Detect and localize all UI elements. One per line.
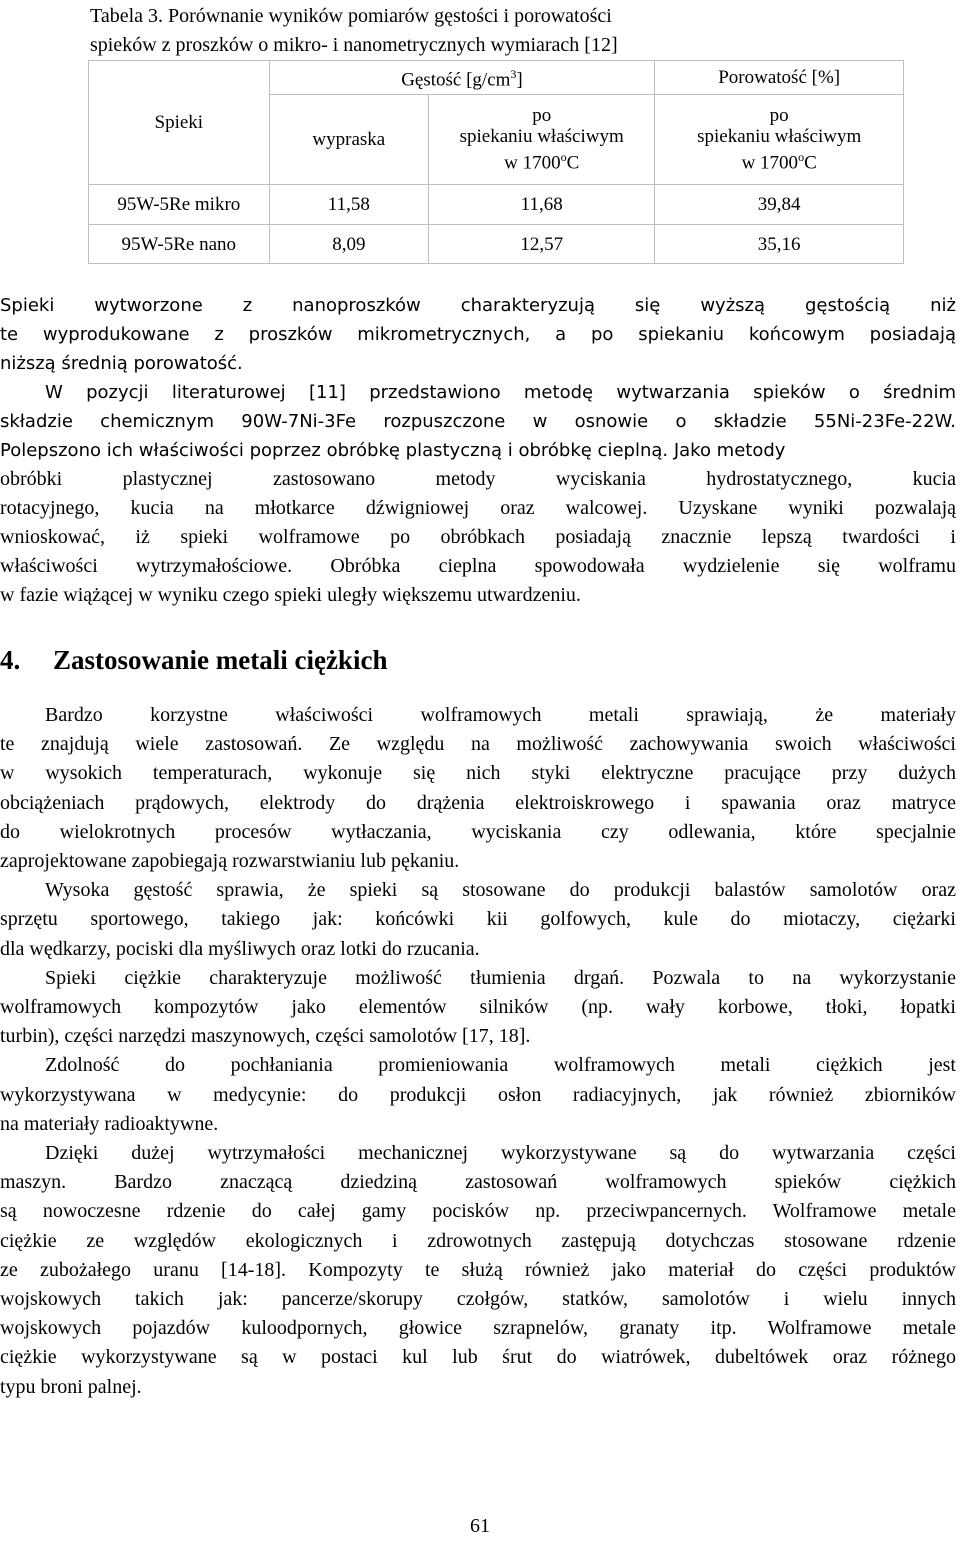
text-line: te znajdują wiele zastosowań. Ze względu na możliwość zachowywania swoich właściwości bbox=[0, 733, 956, 756]
paragraph-table-summary bbox=[0, 291, 956, 378]
text-line: maszyn. Bardzo znaczącą dziedziną zastosowań wolframowych spieków ciężkich bbox=[0, 1171, 956, 1194]
row-po-spiek: 11,68 bbox=[429, 185, 655, 225]
row-porowatosc: 35,16 bbox=[655, 225, 904, 264]
text-line: Dzięki dużej wytrzymałości mechanicznej wykorzystywane są do wytwarzania części bbox=[45, 1142, 956, 1165]
section-heading bbox=[0, 643, 387, 677]
row-name: 95W-5Re nano bbox=[89, 225, 270, 264]
caption-line: Tabela 3. Porównanie wyników pomiarów gęstości i porowatości bbox=[90, 5, 612, 27]
table-row bbox=[89, 185, 904, 225]
row-porowatosc: 39,84 bbox=[655, 185, 904, 225]
text-line: ze zubożałego uranu [14-18]. Kompozyty te służą również jako materiał do części produktów bbox=[0, 1258, 956, 1281]
section-title: Zastosowanie metali ciężkich bbox=[53, 645, 388, 675]
text-line: zaprojektowane zapobiegają rozwarstwianiu lub pękaniu. bbox=[0, 850, 460, 873]
section-body bbox=[0, 701, 956, 1402]
page-number: 61 bbox=[470, 1515, 490, 1537]
row-po-spiek: 12,57 bbox=[429, 225, 655, 264]
text-line: wojskowych pojazdów kuloodpornych, głowice szrapnelów, granaty itp. Wolframowe metale bbox=[0, 1317, 956, 1340]
text-line: właściwości wytrzymałościowe. Obróbka cieplna spowodowała wydzielenie się wolframu bbox=[0, 555, 956, 577]
text-line: obróbki plastycznej zastosowano metody wyciskania hydrostatycznego, kucia bbox=[0, 468, 956, 490]
text-line: sprzętu sportowego, takiego jak: końcówki kii golfowych, kule do miotaczy, ciężarki bbox=[0, 908, 956, 931]
section-number: 4. bbox=[0, 645, 21, 675]
row-wypraska: 8,09 bbox=[269, 225, 428, 264]
text-line: wnioskować, iż spieki wolframowe po obróbkach posiadają znacznie lepszą twardości i bbox=[0, 526, 956, 548]
text-line: W pozycji literaturowej [11] przedstawiono metodę wytwarzania spieków o średnim bbox=[45, 382, 956, 403]
text-line: ciężkie wykorzystywane są w postaci kul lub śrut do wiatrówek, dubeltówek oraz różnego bbox=[0, 1346, 956, 1369]
text-line: Bardzo korzystne właściwości wolframowych metali sprawiają, że materiały bbox=[45, 704, 956, 726]
row-wypraska: 11,58 bbox=[269, 185, 428, 225]
text-line: w wysokich temperaturach, wykonuje się nich styki elektryczne pracujące przy dużych bbox=[0, 762, 956, 785]
header-po-spiekaniu: po spiekaniu właściwym w 1700$^o$C bbox=[429, 95, 655, 185]
paragraph-literature-cont bbox=[0, 436, 956, 610]
text-line: turbin), części narzędzi maszynowych, części samolotów [17, 18]. bbox=[0, 1025, 531, 1048]
table-row bbox=[89, 225, 904, 264]
table-caption bbox=[90, 2, 618, 60]
text-line: dla wędkarzy, pociski dla myśliwych oraz lotki do rzucania. bbox=[0, 937, 480, 960]
text-line: do wielokrotnych procesów wytłaczania, wyciskania czy odlewania, które specjalnie bbox=[0, 820, 956, 843]
text-line: Polepszono ich właściwości poprzez obróbkę plastyczną i obróbkę cieplną. Jako metody bbox=[0, 440, 786, 461]
row-name: 95W-5Re mikro bbox=[89, 185, 270, 225]
text-line: Spieki wytworzone z nanoproszków charakteryzują się wyższą gęstością niż bbox=[0, 295, 956, 316]
text-line: składzie chemicznym 90W-7Ni-3Fe rozpuszczone w osnowie o składzie 55Ni-23Fe-22W. bbox=[0, 411, 956, 432]
text-line: wojskowych takich jak: pancerze/skorupy czołgów, statków, samolotów i wielu innych bbox=[0, 1288, 956, 1311]
text-line: Wysoka gęstość sprawia, że spieki są stosowane do produkcji balastów samolotów oraz bbox=[45, 879, 956, 902]
header-porosity: Porowatość [%] bbox=[655, 61, 904, 95]
text-line: ciężkie ze względów ekologicznych i zdrowotnych zastępują dotychczas stosowane rdzenie bbox=[0, 1229, 956, 1252]
text-line: w fazie wiążącej w wyniku czego spieki uległy większemu utwardzeniu. bbox=[0, 584, 581, 606]
density-porosity-table bbox=[88, 60, 904, 264]
caption-line: spieków z proszków o mikro- i nanometrycznych wymiarach [12] bbox=[90, 34, 618, 56]
header-wypraska: wypraska bbox=[269, 95, 428, 185]
text-line: wolframowych kompozytów jako elementów silników (np. wały korbowe, tłoki, łopatki bbox=[0, 996, 956, 1019]
text-line: są nowoczesne rdzenie do całej gamy pocisków np. przeciwpancernych. Wolframowe metale bbox=[0, 1200, 956, 1223]
text-line: obciążeniach prądowych, elektrody do drążenia elektroiskrowego i spawania oraz matryce bbox=[0, 791, 956, 814]
text-line: niższą średnią porowatość. bbox=[0, 353, 243, 374]
header-density: Gęstość $[g/cm^3]$ bbox=[269, 61, 655, 95]
text-line: Spieki ciężkie charakteryzuje możliwość tłumienia drgań. Pozwala to na wykorzystanie bbox=[45, 966, 956, 989]
text-line: te wyprodukowane z proszków mikrometrycznych, a po spiekaniu końcowym posiadają bbox=[0, 324, 956, 345]
text-line: rotacyjnego, kucia na młotkarce dźwigniowej oraz walcowej. Uzyskane wyniki pozwalają bbox=[0, 497, 956, 519]
header-porosity-po-spiekaniu: po spiekaniu właściwym w 1700$^o$C bbox=[655, 95, 904, 185]
header-spieki: Spieki bbox=[89, 61, 270, 185]
text-line: typu broni palnej. bbox=[0, 1375, 142, 1398]
text-line: wykorzystywana w medycynie: do produkcji osłon radiacyjnych, jak również zbiorników bbox=[0, 1083, 956, 1106]
text-line: na materiały radioaktywne. bbox=[0, 1112, 219, 1135]
text-line: Zdolność do pochłaniania promieniowania wolframowych metali ciężkich jest bbox=[45, 1054, 956, 1077]
